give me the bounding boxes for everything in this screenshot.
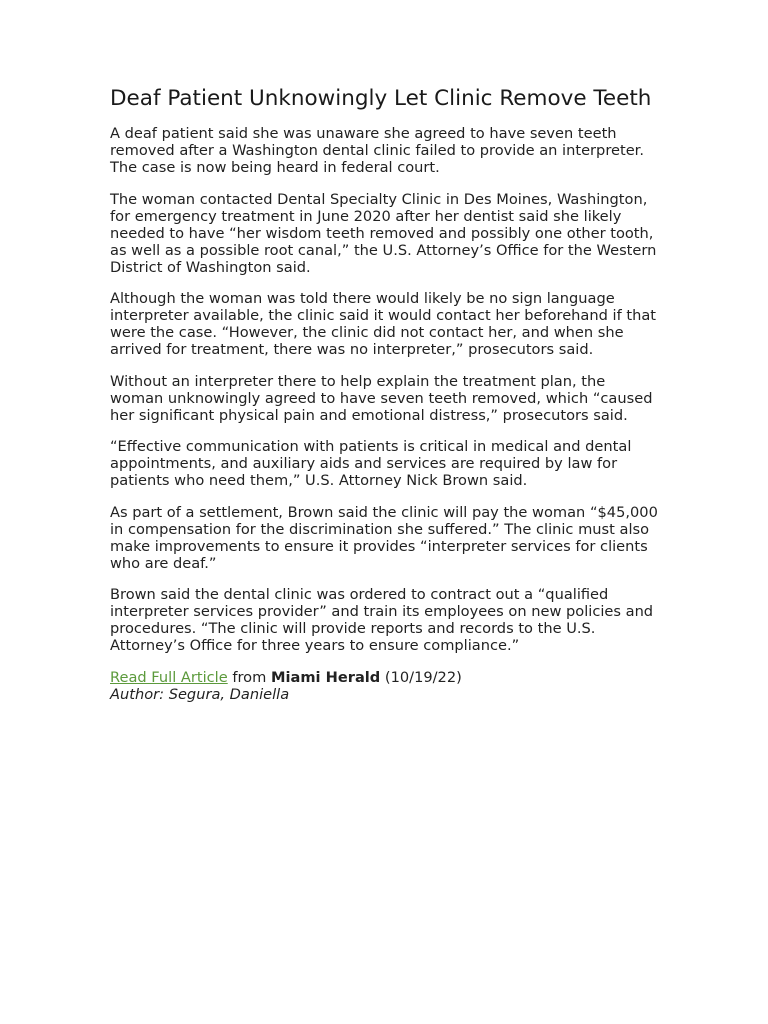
paragraph-1: A deaf patient said she was unaware she agreed to have seven teeth removed after a Washington dental clinic failed to provide an interpreter. The case is now being heard in federal court. [110, 125, 644, 176]
publication-date: (10/19/22) [384, 668, 462, 686]
article-title: Deaf Patient Unknowingly Let Clinic Remove Teeth [110, 86, 652, 111]
paragraph-7: Brown said the dental clinic was ordered to contract out a “qualified interpreter services provider” and train its employees on new policies and procedures. “The clinic will provide reports and records to the U.S. Attorney’s Office for three years to ensure compliance.” [110, 586, 654, 654]
source-from-text: from [232, 668, 267, 686]
paragraph-6: As part of a settlement, Brown said the clinic will pay the woman “$45,000 in compensation for the discrimination she suffered.” The clinic must also make improvements to ensure it provides “interpreter services for clients who are deaf.” [110, 503, 658, 572]
paragraph-2: The woman contacted Dental Specialty Clinic in Des Moines, Washington, for emergency treatment in June 2020 after her dentist said she likely needed to have “her wisdom teeth removed and possibly one other tooth, as well as a possible root canal,” the U.S. Attorney’s Office for the Western District of Washington said. [110, 190, 657, 276]
author-line: Author: Segura, Daniella [110, 685, 290, 703]
article [110, 84, 662, 703]
paragraph-5: “Effective communication with patients is critical in medical and dental appointments, and auxiliary aids and services are required by law for patients who need them,” U.S. Attorney Nick Brown said. [110, 438, 632, 489]
read-full-article-link[interactable]: Read Full Article [110, 668, 228, 686]
paragraph-4: Without an interpreter there to help explain the treatment plan, the woman unknowingly agreed to have seven teeth removed, which “caused her significant physical pain and emotional distress,” prosecutors said. [110, 372, 653, 424]
publication-name: Miami Herald [270, 668, 381, 686]
paragraph-3: Although the woman was told there would likely be no sign language interpreter available, the clinic said it would contact her beforehand if that were the case. “However, the clinic did not contact her, and when she arrived for treatment, there was no interpreter,” prosecutors said. [110, 290, 656, 358]
source-line [110, 669, 662, 686]
